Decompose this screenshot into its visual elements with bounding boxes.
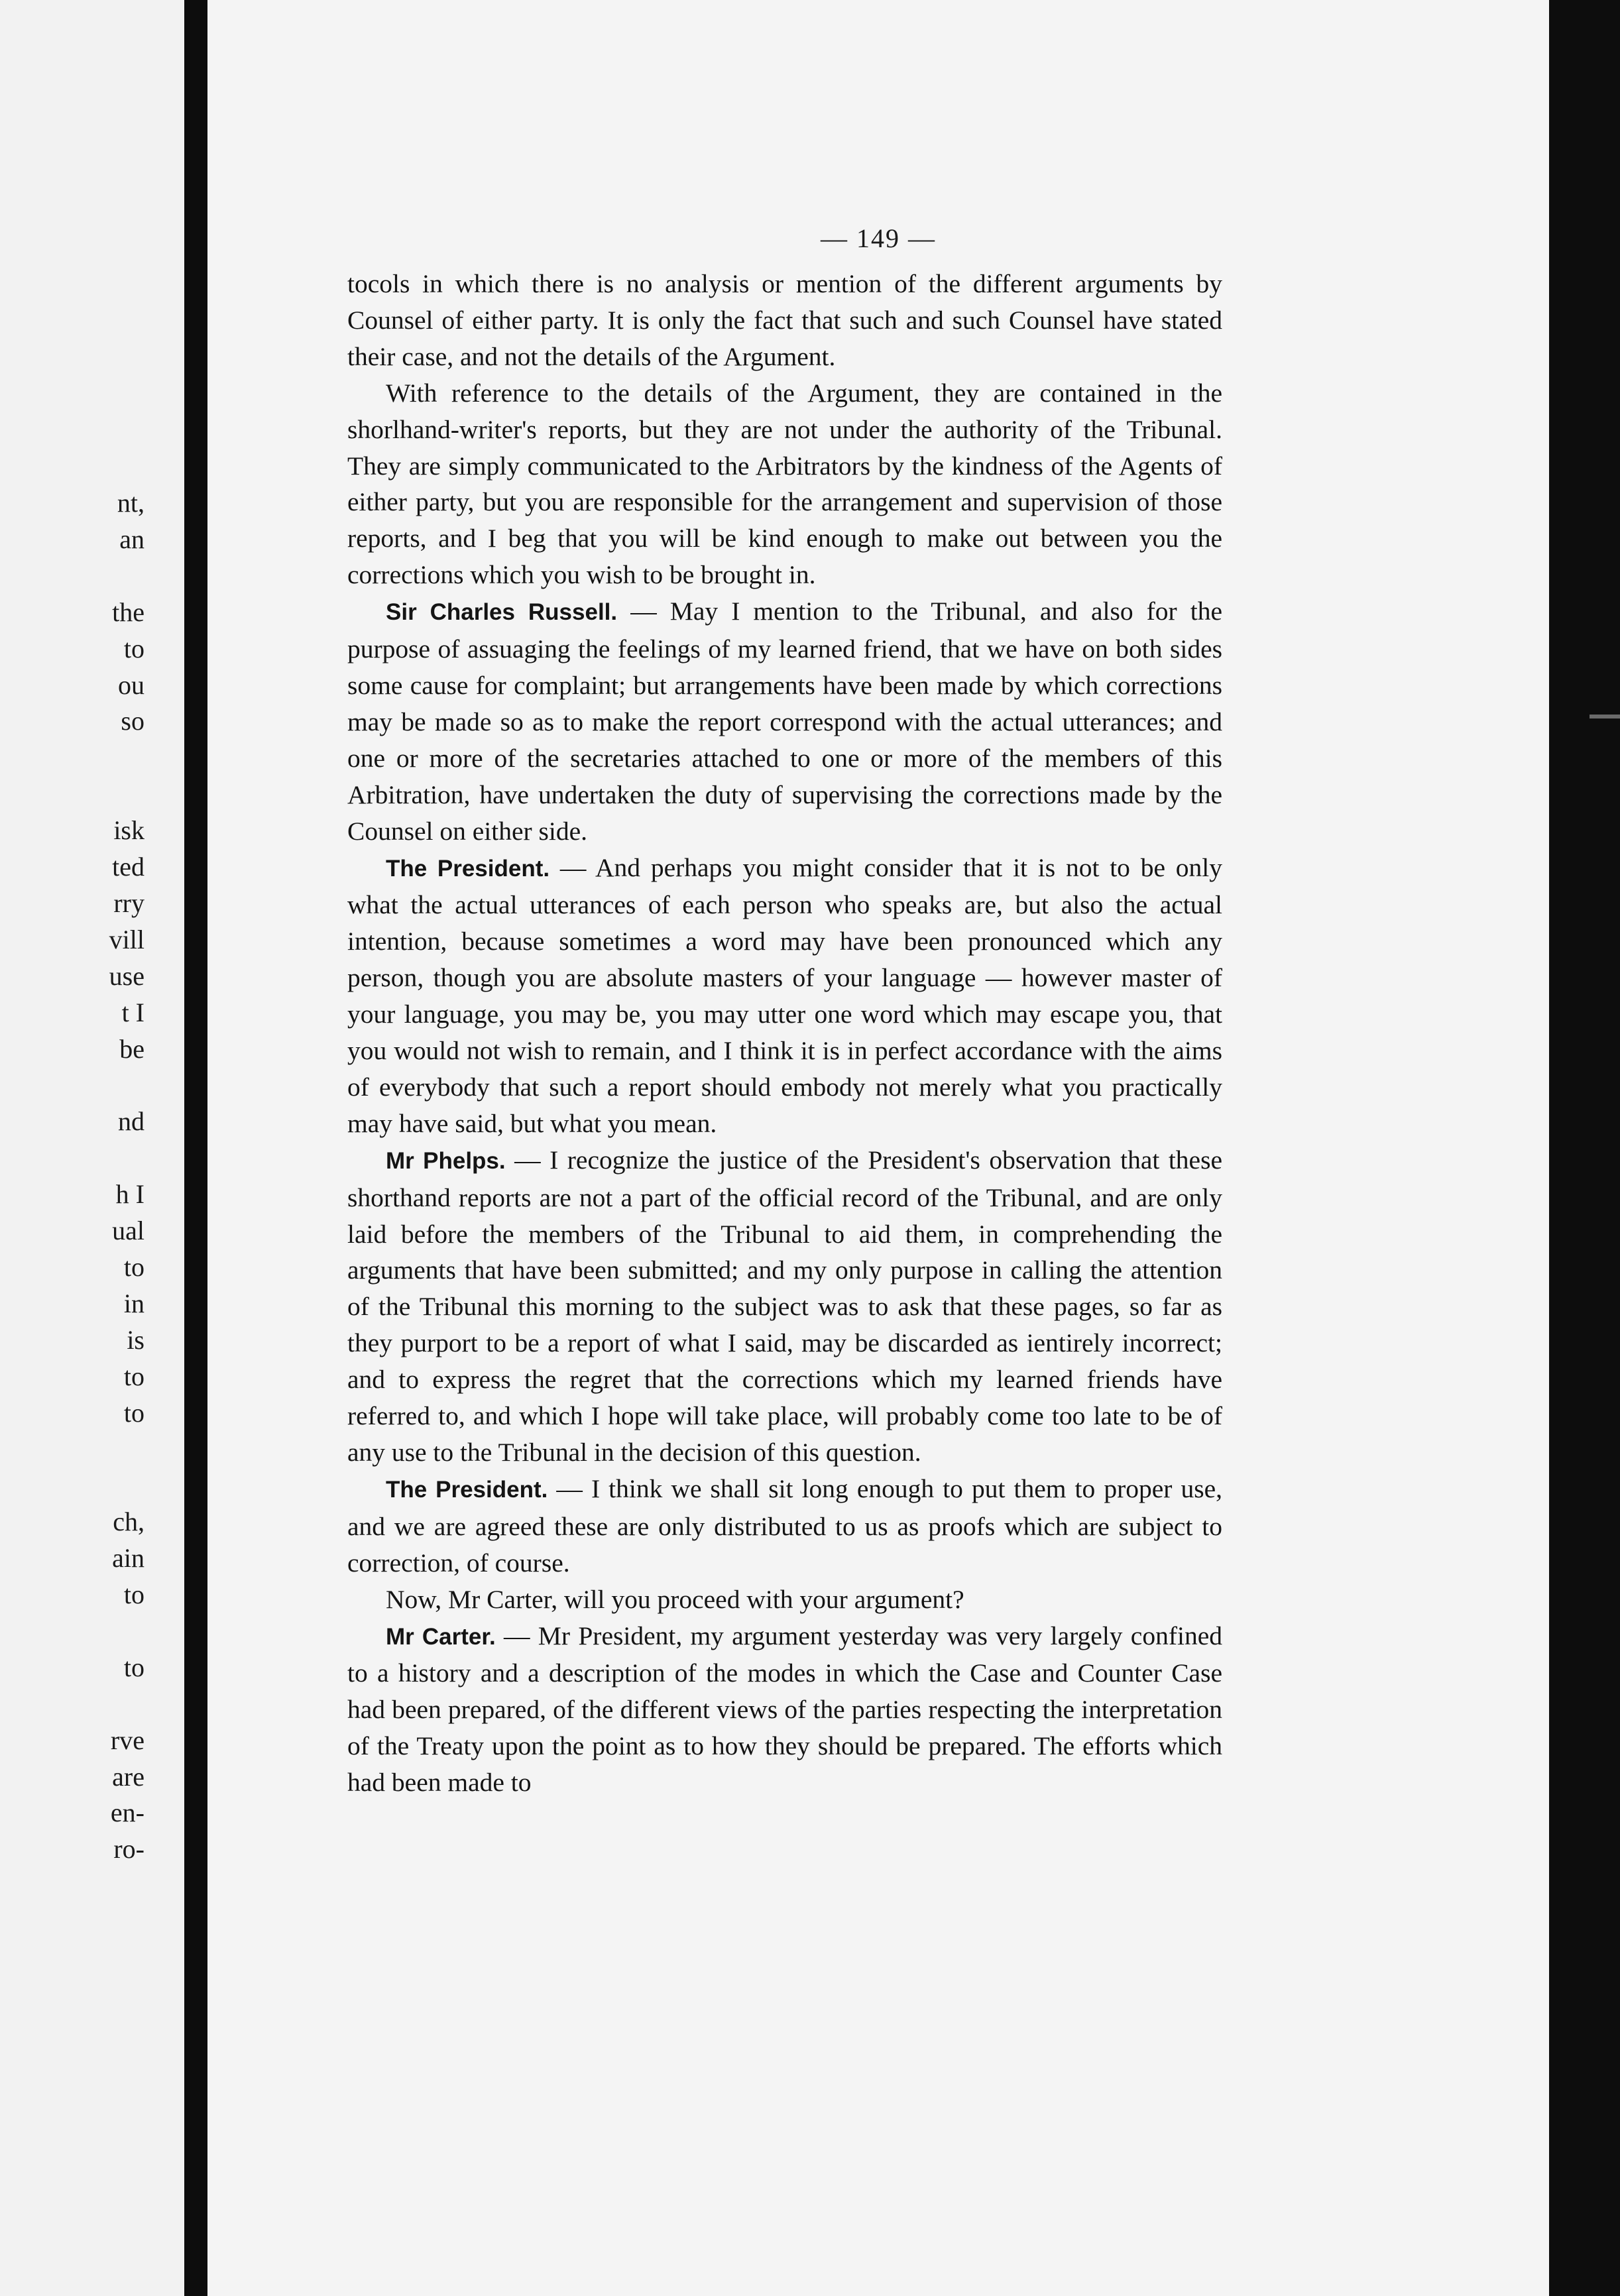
left-page-line-ending: rve — [110, 1725, 145, 1755]
left-page-line-ending: h I — [115, 1179, 145, 1210]
left-page-line-ending: nd — [118, 1106, 145, 1137]
speaker-name: The President. — [386, 855, 550, 882]
speaker-name: Mr Phelps. — [386, 1147, 506, 1174]
left-page-line-ending: to — [123, 1361, 145, 1391]
left-page-line-ending: an — [119, 524, 145, 554]
left-page-line-ending: ch, — [113, 1507, 145, 1537]
left-page-line-ending: use — [109, 960, 145, 991]
left-page-line-ending: ual — [112, 1216, 145, 1245]
left-page-line-ending: rry — [113, 888, 145, 918]
left-page-line-ending: ro- — [113, 1834, 145, 1865]
paragraph — [347, 1618, 1222, 1802]
left-page-line-ending: be — [119, 1033, 145, 1064]
body-text — [347, 266, 1222, 1801]
left-page-line-ending: is — [127, 1324, 145, 1355]
left-page-line-ending: t I — [121, 997, 145, 1027]
left-page-line-ending: ted — [112, 852, 145, 882]
paragraph-text: — I recognize the justice of the President's observation that these shorthand reports are not a part of the official record of the Tribunal, and are only laid before the members of the Tribunal to aid them, in comprehending the arguments that have been submitted; and my only purpose in calling the attention of the Tribunal this morning to the subject was to ask that these pages, so far as they purport to be a report of what I said, may be discarded as ientirely incorrect; and to express the regret that the corrections which my learned friends have referred to, and which I hope will take place, will probably come too late to be of any use to the Tribunal in the decision of this question. — [347, 1145, 1222, 1467]
paragraph — [347, 266, 1222, 375]
speaker-name: Sir Charles Russell. — [386, 599, 618, 626]
scan-edge-mark — [1590, 715, 1620, 718]
paragraph — [347, 1142, 1222, 1471]
paragraph-text: — Mr President, my argument yesterday was very largely confined to a history and a description of the modes in which the Case and Counter Case had been prepared, of the different views of the parties respecting the interpretation of the Treaty upon the point as to how they should be prepared. The efforts which had been made to — [347, 1621, 1223, 1798]
left-page-line-ending: the — [112, 597, 145, 627]
paragraph — [347, 375, 1222, 593]
left-page-line-ending: to — [123, 1579, 145, 1609]
right-page — [207, 0, 1549, 2296]
scan-right-edge — [1549, 0, 1620, 2296]
page-number: — 149 — — [821, 223, 936, 253]
left-page-line-ending: to — [123, 1652, 145, 1682]
paragraph-text: tocols in which there is no analysis or mention of the different arguments by Counsel of either party. It is only the fact that such and such Counsel have stated their case, and not the details of the Argument. — [347, 269, 1222, 371]
left-page-line-ending: to — [123, 633, 145, 663]
left-page-line-ending: ou — [118, 669, 145, 700]
left-page-line-ending: to — [123, 1251, 145, 1282]
left-page-line-ending: so — [121, 706, 145, 736]
paragraph — [347, 1471, 1222, 1581]
left-page-line-ending: en- — [110, 1798, 145, 1828]
left-page-line-ending: vill — [109, 924, 145, 954]
paragraph — [347, 850, 1222, 1142]
paragraph-text: — May I mention to the Tribunal, and also for the purpose of assuaging the feelings of my learned friend, that we have on both sides some cause for complaint; but arrangements have been made by which corrections may be made so as to make the report correspond with the actual utterances; and one or more of the secretaries attached to one or more of the members of this Arbitration, have undertaken the duty of supervising the corrections made by the Counsel on either side. — [347, 597, 1222, 846]
left-page-line-ending: to — [123, 1397, 145, 1428]
left-page-fragment — [0, 0, 184, 2296]
left-page-line-ending: are — [112, 1761, 145, 1792]
paragraph-text: — And perhaps you might consider that it is not to be only what the actual utterances of each person who speaks are, but also the actual intention, because sometimes a word may have been pronounced which any person, though you are absolute masters of your language — however master of your language, you may be, you may utter one word which may escape you, that you would not wish to remain, and I think it is in perfect accordance with the aims of everybody that such a report should embody not merely what you practically may have said, but what you mean. — [347, 852, 1223, 1138]
paragraph-text: — I think we shall sit long enough to put them to proper use, and we are agreed these are only distributed to us as proofs which are subject to correction, of course. — [347, 1473, 1223, 1578]
left-page-line-ending: in — [123, 1288, 145, 1318]
left-page-line-ending: nt, — [117, 488, 145, 518]
speaker-name: Mr Carter. — [386, 1623, 496, 1650]
paragraph-text: Now, Mr Carter, will you proceed with your argument? — [386, 1584, 964, 1614]
speaker-name: The President. — [386, 1476, 548, 1503]
left-page-line-ending: isk — [113, 815, 145, 846]
paragraph — [347, 593, 1222, 849]
paragraph — [347, 1581, 1222, 1618]
paragraph-text: With reference to the details of the Argument, they are contained in the shorlhand-writer's reports, but they are not under the authority of the Tribunal. They are simply communicated to the Arbitrators by the kindness of the Agents of either party, but you are responsible for the arrangement and supervision of those reports, and I beg that you will be kind enough to make out between you the corrections which you wish to be brought in. — [347, 378, 1222, 590]
left-page-line-ending: ain — [112, 1543, 145, 1574]
